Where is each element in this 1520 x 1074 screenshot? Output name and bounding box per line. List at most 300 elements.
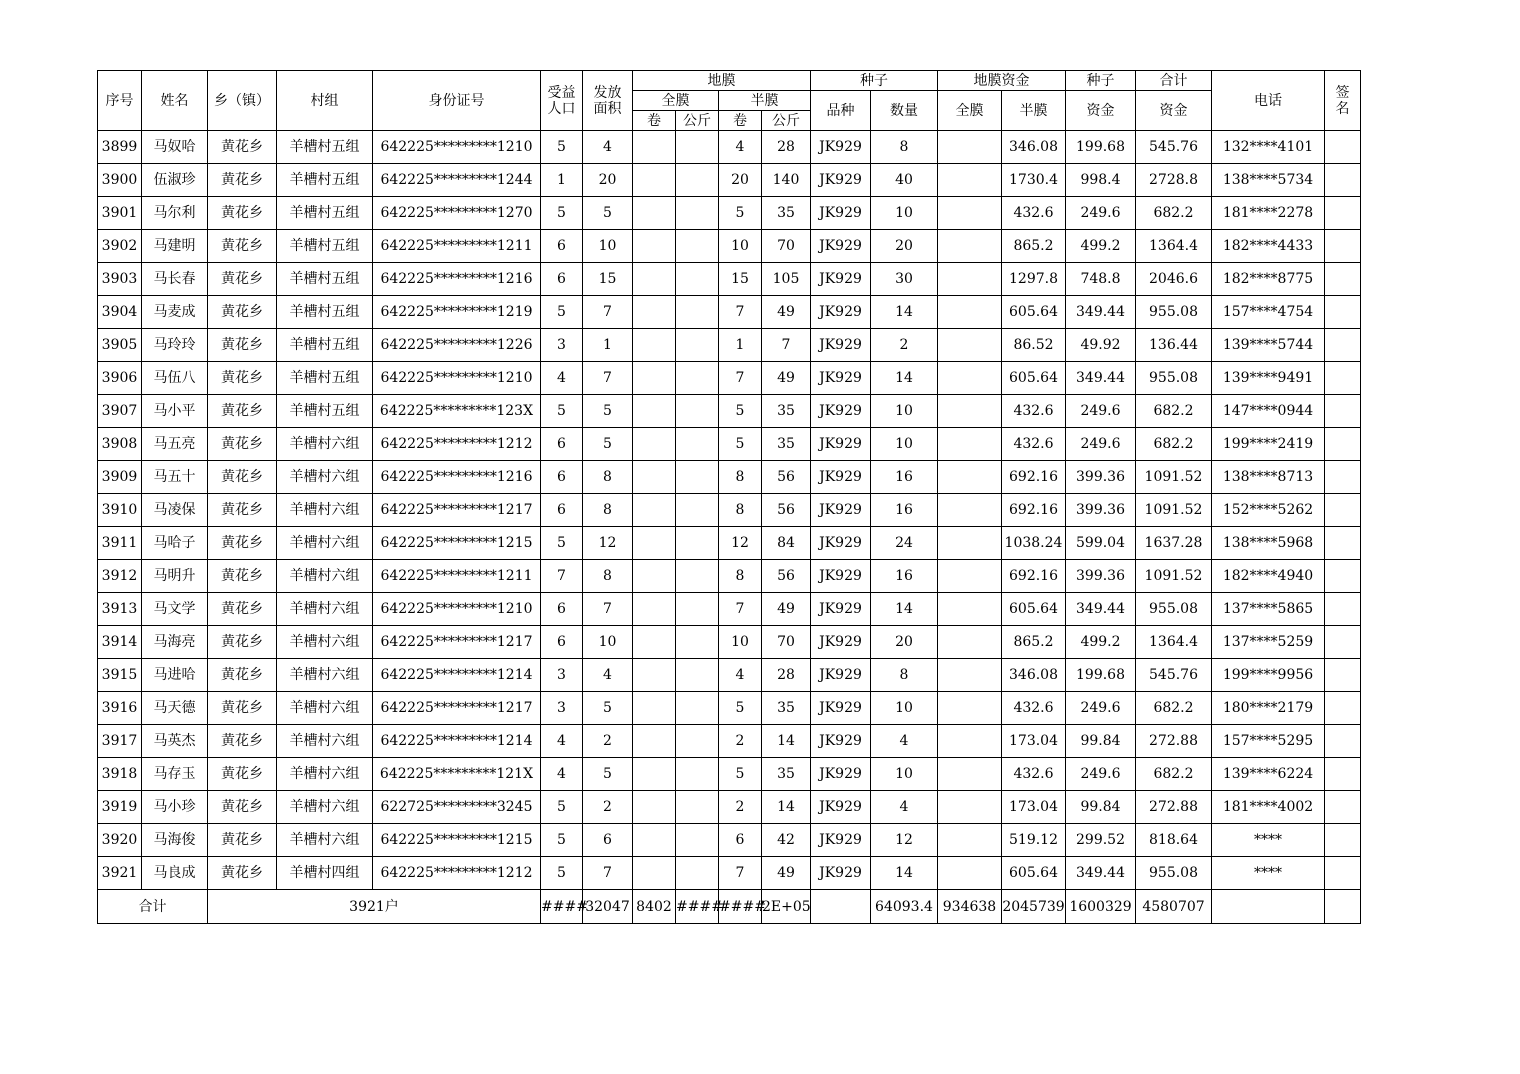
cell-area: 8 — [583, 494, 633, 527]
cell-half-rolls: 4 — [719, 131, 762, 164]
cell-name: 马英杰 — [142, 725, 208, 758]
cell-sign — [1325, 362, 1361, 395]
cell-quantity: 10 — [871, 758, 938, 791]
cell-area: 5 — [583, 395, 633, 428]
cell-half-kg: 35 — [762, 395, 811, 428]
cell-half-rolls: 1 — [719, 329, 762, 362]
cell-full-kg — [676, 593, 719, 626]
header-id-number: 身份证号 — [373, 71, 541, 131]
total-cell — [1212, 890, 1325, 924]
cell-total-funds: 955.08 — [1136, 362, 1212, 395]
cell-half-rolls: 5 — [719, 428, 762, 461]
cell-name: 马长春 — [142, 263, 208, 296]
cell-id-number: 642225*********123X — [373, 395, 541, 428]
cell-village: 羊槽村六组 — [277, 824, 373, 857]
cell-full-kg — [676, 758, 719, 791]
total-cell: 64093.4 — [871, 890, 938, 924]
cell-village: 羊槽村六组 — [277, 428, 373, 461]
cell-village: 羊槽村五组 — [277, 362, 373, 395]
cell-name: 马五十 — [142, 461, 208, 494]
cell-total-funds: 955.08 — [1136, 593, 1212, 626]
cell-village: 羊槽村六组 — [277, 494, 373, 527]
cell-total-funds: 682.2 — [1136, 428, 1212, 461]
cell-seed-funds: 599.04 — [1066, 527, 1136, 560]
cell-full-kg — [676, 164, 719, 197]
cell-seed-funds: 399.36 — [1066, 494, 1136, 527]
cell-ff-half: 519.12 — [1002, 824, 1066, 857]
cell-half-kg: 7 — [762, 329, 811, 362]
cell-seed-funds: 349.44 — [1066, 857, 1136, 890]
cell-half-kg: 49 — [762, 857, 811, 890]
cell-full-kg — [676, 362, 719, 395]
subsidy-table — [97, 70, 1361, 924]
cell-beneficiaries: 6 — [541, 230, 583, 263]
cell-quantity: 24 — [871, 527, 938, 560]
cell-ff-half: 605.64 — [1002, 362, 1066, 395]
cell-beneficiaries: 5 — [541, 791, 583, 824]
cell-quantity: 40 — [871, 164, 938, 197]
cell-town: 黄花乡 — [208, 362, 277, 395]
cell-ff-full — [938, 593, 1002, 626]
cell-area: 6 — [583, 824, 633, 857]
cell-half-kg: 84 — [762, 527, 811, 560]
cell-town: 黄花乡 — [208, 164, 277, 197]
cell-ff-full — [938, 857, 1002, 890]
header-sign: 签 名 — [1325, 71, 1361, 131]
cell-total-funds: 1091.52 — [1136, 560, 1212, 593]
cell-id-number: 642225*********1211 — [373, 230, 541, 263]
cell-full-kg — [676, 131, 719, 164]
cell-total-funds: 682.2 — [1136, 692, 1212, 725]
cell-name: 马麦成 — [142, 296, 208, 329]
cell-full-kg — [676, 197, 719, 230]
cell-seq: 3912 — [98, 560, 142, 593]
cell-id-number: 642225*********1217 — [373, 692, 541, 725]
cell-beneficiaries: 6 — [541, 428, 583, 461]
cell-total-funds: 1364.4 — [1136, 626, 1212, 659]
cell-beneficiaries: 5 — [541, 857, 583, 890]
cell-beneficiaries: 6 — [541, 263, 583, 296]
cell-seq: 3921 — [98, 857, 142, 890]
cell-seq: 3910 — [98, 494, 142, 527]
cell-variety: JK929 — [811, 857, 871, 890]
cell-full-kg — [676, 725, 719, 758]
header-area: 发放 面积 — [583, 71, 633, 131]
cell-id-number: 642225*********1215 — [373, 824, 541, 857]
cell-seed-funds: 399.36 — [1066, 560, 1136, 593]
cell-seq: 3901 — [98, 197, 142, 230]
cell-seed-funds: 998.4 — [1066, 164, 1136, 197]
cell-quantity: 4 — [871, 791, 938, 824]
cell-seq: 3905 — [98, 329, 142, 362]
cell-full-rolls — [633, 263, 676, 296]
cell-ff-full — [938, 230, 1002, 263]
cell-town: 黄花乡 — [208, 197, 277, 230]
cell-quantity: 8 — [871, 131, 938, 164]
cell-beneficiaries: 5 — [541, 296, 583, 329]
cell-ff-half: 692.16 — [1002, 494, 1066, 527]
cell-sign — [1325, 164, 1361, 197]
cell-town: 黄花乡 — [208, 131, 277, 164]
cell-half-kg: 56 — [762, 560, 811, 593]
cell-seq: 3909 — [98, 461, 142, 494]
cell-area: 2 — [583, 725, 633, 758]
cell-quantity: 16 — [871, 560, 938, 593]
cell-seed-funds: 349.44 — [1066, 362, 1136, 395]
totals-label: 合计 — [98, 890, 208, 924]
cell-id-number: 642225*********1210 — [373, 593, 541, 626]
cell-variety: JK929 — [811, 263, 871, 296]
cell-full-rolls — [633, 494, 676, 527]
cell-beneficiaries: 3 — [541, 329, 583, 362]
header-half-kg: 公斤 — [762, 111, 811, 131]
cell-beneficiaries: 5 — [541, 131, 583, 164]
cell-area: 5 — [583, 758, 633, 791]
cell-full-rolls — [633, 758, 676, 791]
cell-ff-full — [938, 428, 1002, 461]
cell-id-number: 642225*********1215 — [373, 527, 541, 560]
cell-full-rolls — [633, 659, 676, 692]
cell-ff-full — [938, 461, 1002, 494]
cell-variety: JK929 — [811, 395, 871, 428]
cell-ff-full — [938, 197, 1002, 230]
cell-variety: JK929 — [811, 197, 871, 230]
cell-name: 马存玉 — [142, 758, 208, 791]
cell-quantity: 14 — [871, 296, 938, 329]
cell-quantity: 2 — [871, 329, 938, 362]
cell-seq: 3917 — [98, 725, 142, 758]
cell-seed-funds: 399.36 — [1066, 461, 1136, 494]
table-row — [98, 824, 1361, 857]
cell-village: 羊槽村六组 — [277, 527, 373, 560]
cell-full-kg — [676, 791, 719, 824]
cell-ff-half: 1038.24 — [1002, 527, 1066, 560]
cell-id-number: 642225*********1212 — [373, 428, 541, 461]
cell-ff-half: 173.04 — [1002, 791, 1066, 824]
cell-beneficiaries: 4 — [541, 362, 583, 395]
cell-name: 马玲玲 — [142, 329, 208, 362]
cell-seq: 3902 — [98, 230, 142, 263]
cell-id-number: 622725*********3245 — [373, 791, 541, 824]
cell-total-funds: 1637.28 — [1136, 527, 1212, 560]
cell-name: 马文学 — [142, 593, 208, 626]
cell-phone: 147****0944 — [1212, 395, 1325, 428]
cell-quantity: 4 — [871, 725, 938, 758]
cell-variety: JK929 — [811, 560, 871, 593]
cell-full-rolls — [633, 362, 676, 395]
cell-full-rolls — [633, 560, 676, 593]
cell-half-kg: 14 — [762, 725, 811, 758]
cell-phone: 182****4433 — [1212, 230, 1325, 263]
total-cell: 4580707 — [1136, 890, 1212, 924]
cell-area: 8 — [583, 461, 633, 494]
cell-seed-funds: 299.52 — [1066, 824, 1136, 857]
cell-name: 马天德 — [142, 692, 208, 725]
cell-half-kg: 35 — [762, 758, 811, 791]
cell-name: 马进哈 — [142, 659, 208, 692]
cell-full-kg — [676, 230, 719, 263]
cell-village: 羊槽村五组 — [277, 131, 373, 164]
cell-phone: 137****5259 — [1212, 626, 1325, 659]
cell-variety: JK929 — [811, 230, 871, 263]
cell-seq: 3916 — [98, 692, 142, 725]
cell-full-kg — [676, 560, 719, 593]
cell-full-rolls — [633, 329, 676, 362]
header-seed: 种子 — [811, 71, 938, 91]
cell-sign — [1325, 560, 1361, 593]
cell-ff-full — [938, 263, 1002, 296]
cell-quantity: 10 — [871, 692, 938, 725]
cell-seed-funds: 99.84 — [1066, 791, 1136, 824]
cell-half-rolls: 12 — [719, 527, 762, 560]
cell-sign — [1325, 791, 1361, 824]
cell-area: 7 — [583, 593, 633, 626]
cell-phone: 182****8775 — [1212, 263, 1325, 296]
cell-sign — [1325, 131, 1361, 164]
header-full-kg: 公斤 — [676, 111, 719, 131]
cell-village: 羊槽村四组 — [277, 857, 373, 890]
cell-village: 羊槽村五组 — [277, 395, 373, 428]
cell-seq: 3899 — [98, 131, 142, 164]
cell-ff-half: 605.64 — [1002, 857, 1066, 890]
cell-seed-funds: 49.92 — [1066, 329, 1136, 362]
cell-name: 马建明 — [142, 230, 208, 263]
cell-full-kg — [676, 263, 719, 296]
cell-id-number: 642225*********1212 — [373, 857, 541, 890]
table-row — [98, 164, 1361, 197]
cell-phone: 138****5968 — [1212, 527, 1325, 560]
cell-area: 5 — [583, 692, 633, 725]
cell-town: 黄花乡 — [208, 230, 277, 263]
cell-town: 黄花乡 — [208, 527, 277, 560]
header-full-rolls: 卷 — [633, 111, 676, 131]
cell-beneficiaries: 6 — [541, 593, 583, 626]
table-footer — [98, 890, 1361, 924]
cell-village: 羊槽村六组 — [277, 560, 373, 593]
cell-seed-funds: 349.44 — [1066, 593, 1136, 626]
cell-full-rolls — [633, 692, 676, 725]
cell-id-number: 642225*********1214 — [373, 659, 541, 692]
cell-total-funds: 955.08 — [1136, 857, 1212, 890]
cell-seq: 3913 — [98, 593, 142, 626]
cell-full-kg — [676, 395, 719, 428]
cell-seq: 3914 — [98, 626, 142, 659]
cell-sign — [1325, 857, 1361, 890]
cell-id-number: 642225*********1211 — [373, 560, 541, 593]
cell-variety: JK929 — [811, 527, 871, 560]
cell-seq: 3911 — [98, 527, 142, 560]
cell-town: 黄花乡 — [208, 296, 277, 329]
cell-beneficiaries: 7 — [541, 560, 583, 593]
table-row — [98, 362, 1361, 395]
cell-phone: 199****9956 — [1212, 659, 1325, 692]
cell-variety: JK929 — [811, 593, 871, 626]
table-row — [98, 395, 1361, 428]
cell-town: 黄花乡 — [208, 428, 277, 461]
cell-seed-funds: 249.6 — [1066, 395, 1136, 428]
cell-sign — [1325, 197, 1361, 230]
total-cell: 32047 — [583, 890, 633, 924]
cell-town: 黄花乡 — [208, 659, 277, 692]
cell-area: 1 — [583, 329, 633, 362]
cell-ff-full — [938, 164, 1002, 197]
cell-phone: 139****5744 — [1212, 329, 1325, 362]
cell-ff-half: 1730.4 — [1002, 164, 1066, 197]
table-row — [98, 758, 1361, 791]
cell-quantity: 30 — [871, 263, 938, 296]
total-cell: #### — [719, 890, 762, 924]
cell-area: 10 — [583, 626, 633, 659]
table-row — [98, 626, 1361, 659]
cell-half-kg: 14 — [762, 791, 811, 824]
cell-ff-full — [938, 791, 1002, 824]
header-seed-funds: 资金 — [1066, 91, 1136, 131]
cell-area: 4 — [583, 131, 633, 164]
cell-variety: JK929 — [811, 824, 871, 857]
cell-ff-half: 432.6 — [1002, 692, 1066, 725]
cell-variety: JK929 — [811, 626, 871, 659]
cell-total-funds: 682.2 — [1136, 758, 1212, 791]
cell-village: 羊槽村六组 — [277, 659, 373, 692]
cell-total-funds: 818.64 — [1136, 824, 1212, 857]
header-ff-full: 全膜 — [938, 91, 1002, 131]
cell-beneficiaries: 1 — [541, 164, 583, 197]
cell-variety: JK929 — [811, 428, 871, 461]
cell-variety: JK929 — [811, 725, 871, 758]
cell-ff-full — [938, 824, 1002, 857]
cell-half-kg: 105 — [762, 263, 811, 296]
cell-half-rolls: 5 — [719, 758, 762, 791]
table-row — [98, 461, 1361, 494]
cell-total-funds: 545.76 — [1136, 659, 1212, 692]
cell-beneficiaries: 6 — [541, 494, 583, 527]
cell-seq: 3918 — [98, 758, 142, 791]
cell-beneficiaries: 5 — [541, 527, 583, 560]
total-cell: #### — [541, 890, 583, 924]
totals-row — [98, 890, 1361, 924]
header-seed-funds-top: 种子 — [1066, 71, 1136, 91]
cell-phone: 181****2278 — [1212, 197, 1325, 230]
cell-ff-half: 865.2 — [1002, 230, 1066, 263]
cell-total-funds: 682.2 — [1136, 395, 1212, 428]
cell-ff-half: 1297.8 — [1002, 263, 1066, 296]
cell-id-number: 642225*********1214 — [373, 725, 541, 758]
cell-sign — [1325, 263, 1361, 296]
cell-quantity: 14 — [871, 593, 938, 626]
table-row — [98, 329, 1361, 362]
cell-half-rolls: 7 — [719, 296, 762, 329]
cell-id-number: 642225*********1217 — [373, 626, 541, 659]
cell-seed-funds: 748.8 — [1066, 263, 1136, 296]
cell-seed-funds: 249.6 — [1066, 428, 1136, 461]
cell-phone: 157****5295 — [1212, 725, 1325, 758]
cell-quantity: 12 — [871, 824, 938, 857]
cell-full-rolls — [633, 230, 676, 263]
cell-id-number: 642225*********1210 — [373, 362, 541, 395]
cell-area: 7 — [583, 296, 633, 329]
cell-id-number: 642225*********1226 — [373, 329, 541, 362]
cell-half-rolls: 7 — [719, 593, 762, 626]
cell-quantity: 16 — [871, 494, 938, 527]
header-film: 地膜 — [633, 71, 811, 91]
cell-phone: 137****5865 — [1212, 593, 1325, 626]
cell-name: 马五亮 — [142, 428, 208, 461]
cell-total-funds: 136.44 — [1136, 329, 1212, 362]
cell-sign — [1325, 494, 1361, 527]
cell-half-kg: 140 — [762, 164, 811, 197]
cell-seq: 3904 — [98, 296, 142, 329]
cell-id-number: 642225*********1217 — [373, 494, 541, 527]
cell-full-kg — [676, 527, 719, 560]
cell-half-rolls: 8 — [719, 494, 762, 527]
cell-ff-half: 432.6 — [1002, 197, 1066, 230]
cell-full-kg — [676, 824, 719, 857]
cell-name: 马小珍 — [142, 791, 208, 824]
cell-name: 马凌保 — [142, 494, 208, 527]
cell-half-kg: 49 — [762, 296, 811, 329]
cell-full-rolls — [633, 197, 676, 230]
cell-town: 黄花乡 — [208, 560, 277, 593]
header-town: 乡（镇） — [208, 71, 277, 131]
cell-total-funds: 545.76 — [1136, 131, 1212, 164]
cell-total-funds: 2728.8 — [1136, 164, 1212, 197]
cell-beneficiaries: 4 — [541, 758, 583, 791]
cell-area: 7 — [583, 857, 633, 890]
cell-id-number: 642225*********1270 — [373, 197, 541, 230]
cell-ff-half: 346.08 — [1002, 659, 1066, 692]
cell-quantity: 20 — [871, 230, 938, 263]
table-row — [98, 857, 1361, 890]
cell-half-rolls: 15 — [719, 263, 762, 296]
cell-name: 马海亮 — [142, 626, 208, 659]
cell-town: 黄花乡 — [208, 758, 277, 791]
cell-full-rolls — [633, 164, 676, 197]
cell-village: 羊槽村五组 — [277, 164, 373, 197]
cell-total-funds: 272.88 — [1136, 725, 1212, 758]
cell-half-rolls: 10 — [719, 626, 762, 659]
cell-full-rolls — [633, 395, 676, 428]
cell-sign — [1325, 725, 1361, 758]
cell-beneficiaries: 4 — [541, 725, 583, 758]
cell-sign — [1325, 329, 1361, 362]
cell-full-rolls — [633, 131, 676, 164]
cell-half-rolls: 6 — [719, 824, 762, 857]
header-phone: 电话 — [1212, 71, 1325, 131]
cell-seq: 3900 — [98, 164, 142, 197]
cell-town: 黄花乡 — [208, 857, 277, 890]
header-ff-half: 半膜 — [1002, 91, 1066, 131]
cell-town: 黄花乡 — [208, 395, 277, 428]
cell-sign — [1325, 428, 1361, 461]
cell-village: 羊槽村六组 — [277, 758, 373, 791]
table-row — [98, 230, 1361, 263]
cell-ff-full — [938, 527, 1002, 560]
cell-full-rolls — [633, 626, 676, 659]
cell-seq: 3906 — [98, 362, 142, 395]
cell-seed-funds: 199.68 — [1066, 659, 1136, 692]
header-full-film: 全膜 — [633, 91, 719, 111]
header-name: 姓名 — [142, 71, 208, 131]
cell-sign — [1325, 395, 1361, 428]
cell-phone: 199****2419 — [1212, 428, 1325, 461]
cell-seed-funds: 249.6 — [1066, 197, 1136, 230]
cell-ff-full — [938, 329, 1002, 362]
cell-half-kg: 49 — [762, 362, 811, 395]
header-half-film: 半膜 — [719, 91, 811, 111]
cell-half-rolls: 8 — [719, 560, 762, 593]
cell-phone: 152****5262 — [1212, 494, 1325, 527]
cell-variety: JK929 — [811, 164, 871, 197]
